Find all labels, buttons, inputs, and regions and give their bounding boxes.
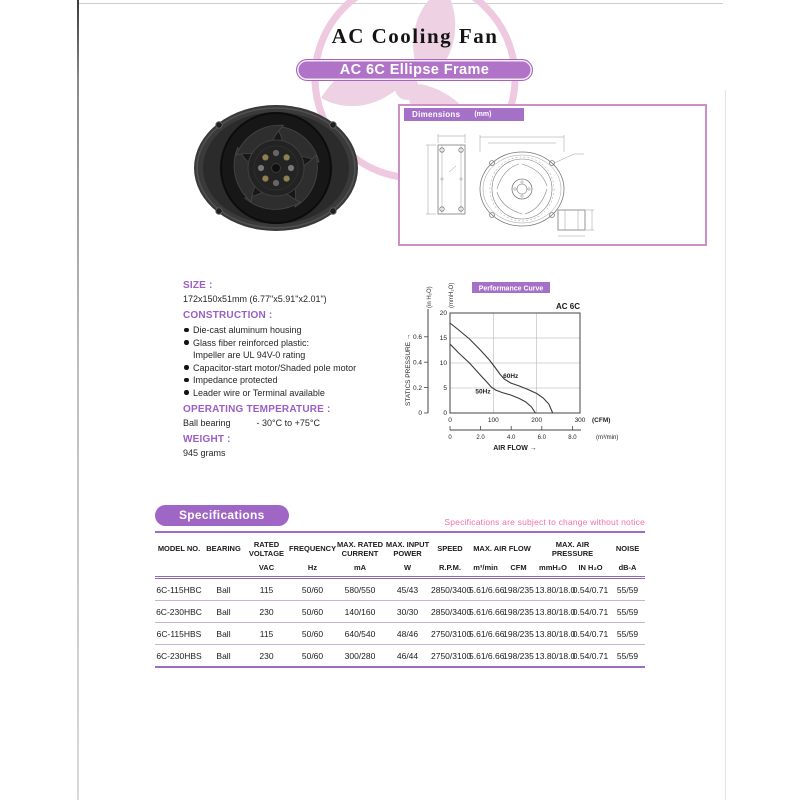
bullet-icon: [184, 390, 189, 395]
model-badge-label: AC 6C Ellipse Frame: [339, 62, 490, 78]
specifications-notice: Specifications are subject to change without notice: [444, 517, 645, 527]
bullet-icon: [184, 340, 189, 345]
specifications-table: [155, 535, 645, 668]
table-cell: 115: [259, 584, 274, 595]
table-cell: 0.54/0.71: [571, 645, 610, 668]
table-row: [155, 645, 645, 668]
page-edge-right: [725, 90, 726, 800]
column-unit: dB-A: [610, 561, 645, 578]
table-cell: 6C-230HBS: [155, 645, 203, 668]
table-cell: 2750/3100: [431, 645, 469, 668]
table-cell: 230: [244, 601, 289, 623]
y-secondary-tick-label: 0: [418, 410, 422, 418]
column-header: SPEED: [437, 544, 463, 554]
table-cell: 0.54/0.71: [571, 601, 610, 623]
construction-item-text: Impeller are UL 94V-0 rating: [193, 350, 306, 360]
table-cell: 140/160: [336, 601, 384, 623]
column-header: BEARING: [206, 544, 241, 554]
y-primary-unit: (mmH₂O): [449, 282, 455, 308]
x-tick-label: 200: [531, 417, 543, 424]
table-cell: 6C-230HBC: [155, 601, 203, 623]
x-tick-label: 0: [448, 417, 452, 424]
table-cell: 0.54/0.71: [571, 623, 610, 645]
y-tick-label: 10: [439, 360, 447, 368]
dimensions-panel: [398, 104, 707, 246]
table-cell: 13.80/18.0: [535, 623, 571, 645]
dimensions-label-text: Dimensions: [412, 110, 461, 119]
table-cell: 46/44: [384, 645, 431, 668]
column-unit: Hz: [289, 561, 336, 578]
y-tick-label: 5: [443, 385, 447, 393]
table-cell: 6C-115HBC: [156, 584, 202, 595]
chart-model-label: AC 6C: [555, 302, 580, 311]
bullet-icon: [184, 328, 189, 333]
column-unit: CFM: [502, 561, 535, 578]
performance-chart: [398, 272, 633, 454]
bullet-icon: [184, 378, 189, 383]
table-cell: 2750/3100: [431, 623, 469, 645]
table-cell: 50/60: [289, 645, 336, 668]
page-title: AC Cooling Fan: [331, 24, 499, 48]
table-cell: 50/60: [289, 601, 336, 623]
y-secondary-unit: (in H₂O): [427, 286, 433, 308]
construction-list: [183, 324, 413, 399]
construction-item: [183, 349, 413, 362]
y-secondary-tick-label: 0.6: [412, 334, 422, 341]
x-secondary-tick-label: 8.0: [568, 435, 577, 441]
model-badge: [296, 59, 533, 81]
table-cell: 48/46: [384, 623, 431, 645]
table-cell: Ball: [216, 584, 231, 595]
column-unit: m³/min: [469, 561, 502, 578]
column-header: MAX. AIR PRESSURE: [551, 539, 594, 558]
construction-item-text: Impedance protected: [193, 375, 278, 385]
column-unit: VAC: [244, 561, 289, 578]
x-tick-label: 300: [574, 417, 586, 424]
column-header: MODEL NO.: [157, 544, 201, 554]
size-value: 172x150x51mm (6.77"x5.91"x2.01"): [183, 294, 327, 304]
construction-item-text: Leader wire or Terminal available: [193, 387, 325, 398]
weight-value: 945 grams: [183, 448, 226, 458]
column-unit: mmH₂O: [535, 561, 571, 578]
table-cell: 5.61/6.66: [469, 584, 505, 595]
table-cell: 5.61/6.66: [469, 623, 502, 645]
y-tick-label: 15: [439, 335, 447, 343]
construction-item-text: Glass fiber reinforced plastic:: [193, 337, 310, 348]
fan-product-photo: [192, 104, 360, 236]
y-secondary-tick-label: 0.2: [412, 384, 422, 392]
construction-item: [183, 387, 413, 400]
construction-item: [183, 337, 413, 350]
column-header: MAX. INPUT POWER: [385, 539, 430, 558]
table-cell: 640/540: [336, 623, 384, 645]
bullet-icon: [184, 365, 189, 370]
column-unit: IN H₂O: [571, 561, 610, 578]
table-row: [155, 601, 645, 623]
table-cell: 198/235: [502, 645, 535, 668]
column-unit: [155, 561, 203, 578]
table-cell: 2850/3400: [431, 601, 469, 623]
table-cell: 2850/3400: [431, 584, 472, 595]
specifications-section: [155, 505, 645, 668]
dimensions-unit: (mm): [474, 111, 492, 118]
column-header: RATED VOLTAGE: [248, 539, 285, 558]
specifications-heading: Specifications: [155, 505, 289, 526]
x-axis-label: AIR FLOW →: [493, 445, 537, 452]
table-cell: 50/60: [289, 623, 336, 645]
table-cell: 50/60: [301, 584, 324, 595]
column-unit: R.P.M.: [431, 561, 469, 578]
y-axis-label: STATICS PRESSURE →: [405, 333, 412, 406]
table-cell: Ball: [203, 645, 244, 668]
product-details: [183, 280, 413, 464]
table-cell: 300/280: [336, 645, 384, 668]
operating-temperature-line: [183, 418, 413, 428]
construction-item: [183, 374, 413, 387]
y-tick-label: 0: [443, 410, 447, 418]
series-path-50hz: [450, 344, 535, 413]
series-path-60hz: [450, 323, 553, 413]
table-cell: 13.80/18.0: [535, 584, 576, 595]
x-secondary-tick-label: 6.0: [537, 435, 546, 441]
table-cell: 115: [244, 623, 289, 645]
page-edge-left: [77, 0, 79, 800]
operating-temperature-label: OPERATING TEMPERATURE :: [183, 404, 331, 415]
x-primary-unit: (CFM): [592, 417, 611, 424]
table-row: [155, 578, 645, 601]
table-row: [155, 623, 645, 645]
bearing-type: Ball bearing: [183, 418, 231, 428]
column-unit: mA: [336, 561, 384, 578]
table-cell: 55/59: [610, 601, 645, 623]
table-cell: 13.80/18.0: [535, 645, 571, 668]
y-secondary-tick-label: 0.4: [412, 359, 422, 367]
size-label: SIZE :: [183, 280, 213, 291]
table-cell: 230: [244, 645, 289, 668]
table-cell: 198/235: [502, 623, 535, 645]
table-cell: 5.61/6.66: [469, 601, 502, 623]
specifications-rule: [155, 531, 645, 533]
dimensions-label: [404, 108, 524, 121]
table-cell: 198/235: [502, 601, 535, 623]
table-cell: 55/59: [610, 623, 645, 645]
x-secondary-tick-label: 2.0: [476, 435, 485, 441]
construction-item-text: Die-cast aluminum housing: [193, 325, 302, 335]
x-secondary-tick-label: 4.0: [507, 435, 516, 441]
table-cell: 580/550: [344, 584, 376, 595]
column-header: MAX. AIR FLOW: [473, 544, 531, 554]
construction-item: [183, 362, 413, 375]
temperature-range: - 30°C to +75°C: [256, 418, 321, 428]
construction-label: CONSTRUCTION :: [183, 310, 273, 321]
table-cell: 30/30: [384, 601, 431, 623]
column-unit: W: [384, 561, 431, 578]
table-cell: 5.61/6.66: [469, 645, 502, 668]
table-cell: 55/59: [616, 584, 639, 595]
column-header: FREQUENCY: [289, 544, 337, 554]
table-cell: Ball: [203, 601, 244, 623]
y-tick-label: 20: [439, 310, 447, 318]
column-unit: [203, 561, 244, 578]
table-cell: 6C-115HBS: [155, 623, 203, 645]
specifications-header-row: [155, 505, 645, 529]
x-secondary-tick-label: 0: [448, 435, 452, 441]
dimension-drawing: [402, 124, 702, 244]
weight-label: WEIGHT :: [183, 434, 231, 445]
construction-item: [183, 324, 413, 337]
x-secondary-unit: (m³/min): [596, 435, 619, 441]
series-label-60hz: 60Hz: [503, 373, 519, 380]
table-cell: 198/235: [503, 584, 534, 595]
table-cell: 13.80/18.0: [535, 601, 571, 623]
table-cell: 55/59: [610, 645, 645, 668]
series-label-50hz: 50Hz: [475, 388, 491, 396]
column-header: NOISE: [615, 544, 640, 554]
table-cell: Ball: [203, 623, 244, 645]
table-cell: 45/43: [396, 584, 419, 595]
x-tick-label: 100: [487, 417, 499, 424]
table-cell: 0.54/0.71: [572, 584, 609, 595]
chart-title: Performance Curve: [478, 285, 544, 293]
construction-item-text: Capacitor-start motor/Shaded pole motor: [193, 362, 357, 373]
column-header: MAX. RATED CURRENT: [336, 539, 384, 558]
